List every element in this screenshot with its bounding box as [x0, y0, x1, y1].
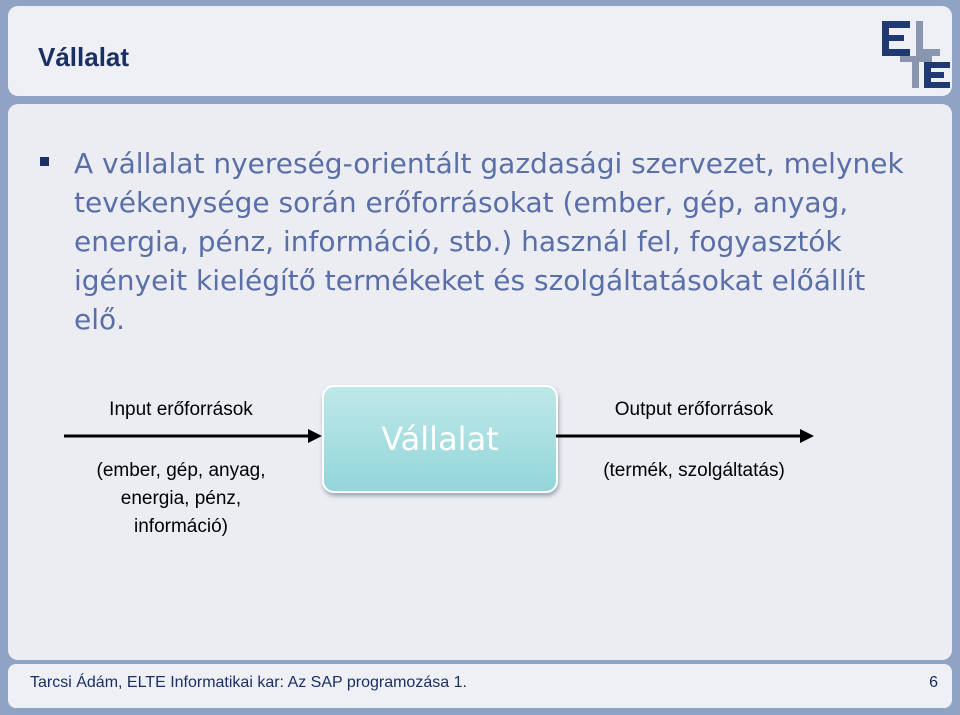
elte-logo: [880, 18, 952, 90]
input-arrow-icon: [62, 426, 324, 446]
bullet-text: A vállalat nyereség-orientált gazdasági szervezet, melynek tevékenysége során erőforrásokat (ember, gép, anyag, energia, pénz, információ, stb.) használ fel, fogyasztók igényeit kielégítő termékeket és szolgáltatásokat előállít elő.: [74, 147, 904, 336]
output-arrow-icon: [556, 426, 816, 446]
footer-text: Tarcsi Ádám, ELTE Informatikai kar: Az SAP programozása 1.: [30, 674, 467, 691]
input-detail-line-2: energia, pénz,: [120, 488, 242, 509]
slide-footer: [8, 664, 952, 708]
slide-title: Vállalat: [38, 42, 130, 72]
process-diagram: [8, 104, 952, 660]
input-detail-line-3: információ): [134, 516, 228, 537]
output-label: Output erőforrások: [614, 399, 774, 420]
company-box: [322, 385, 558, 493]
company-box-label: Vállalat: [381, 420, 499, 458]
output-detail: (termék, szolgáltatás): [603, 460, 785, 481]
input-label: Input erőforrások: [109, 399, 253, 420]
slide-header: [8, 6, 952, 96]
slide-body: [8, 104, 952, 660]
input-detail-line-1: (ember, gép, anyag,: [96, 460, 266, 481]
page-number: 6: [929, 674, 938, 691]
